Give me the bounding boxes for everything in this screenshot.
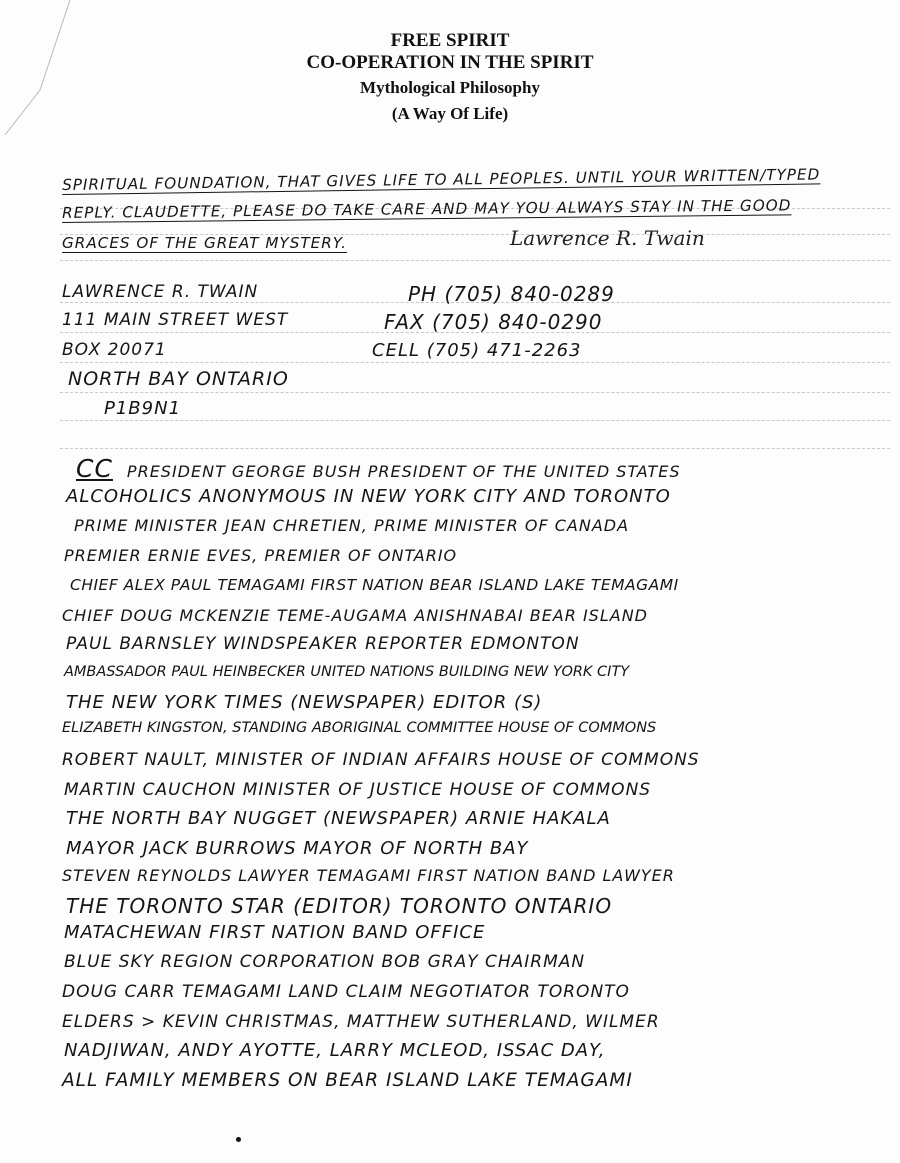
ruled-line — [60, 362, 890, 363]
cc-recipient: DOUG CARR TEMAGAMI LAND CLAIM NEGOTIATOR TORONTO — [62, 982, 630, 1002]
ruled-line — [60, 420, 890, 421]
ruled-line — [60, 392, 890, 393]
cc-recipient: THE TORONTO STAR (EDITOR) TORONTO ONTARIO — [66, 894, 613, 918]
cc-recipient: THE NEW YORK TIMES (NEWSPAPER) EDITOR (S) — [66, 692, 543, 713]
contact-postal: P1B9N1 — [104, 398, 182, 419]
contact-name: LAWRENCE R. TWAIN — [62, 282, 259, 302]
cc-recipient: PREMIER ERNIE EVES, PREMIER OF ONTARIO — [64, 546, 458, 565]
header-philosophy: Mythological Philosophy — [360, 78, 540, 97]
cc-recipient: AMBASSADOR PAUL HEINBECKER UNITED NATIONS BUILDING NEW YORK CITY — [64, 664, 630, 680]
cc-recipient: ELIZABETH KINGSTON, STANDING ABORIGINAL COMMITTEE HOUSE OF COMMONS — [62, 720, 657, 736]
cc-recipient: PRIME MINISTER JEAN CHRETIEN, PRIME MINISTER OF CANADA — [74, 516, 630, 535]
cc-recipient: ROBERT NAULT, MINISTER OF INDIAN AFFAIRS HOUSE OF COMMONS — [62, 750, 700, 770]
contact-cell: CELL (705) 471-2263 — [372, 340, 582, 361]
cc-recipient: NADJIWAN, ANDY AYOTTE, LARRY MCLEOD, ISSAC DAY, — [64, 1040, 606, 1061]
header-subtitle: CO-OPERATION IN THE SPIRIT — [306, 52, 594, 73]
cc-recipient: ALCOHOLICS ANONYMOUS IN NEW YORK CITY AND TORONTO — [66, 486, 671, 507]
cc-recipient: ALL FAMILY MEMBERS ON BEAR ISLAND LAKE TEMAGAMI — [62, 1070, 633, 1091]
cc-recipient: CHIEF ALEX PAUL TEMAGAMI FIRST NATION BEAR ISLAND LAKE TEMAGAMI — [70, 576, 679, 594]
closing-line-2: REPLY. CLAUDETTE, PLEASE DO TAKE CARE AND MAY YOU ALWAYS STAY IN THE GOOD — [62, 196, 792, 222]
cc-recipient: CHIEF DOUG MCKENZIE TEME-AUGAMA ANISHNABAI BEAR ISLAND — [62, 606, 648, 625]
cc-recipient: MAYOR JACK BURROWS MAYOR OF NORTH BAY — [66, 838, 529, 859]
contact-phone: PH (705) 840-0289 — [408, 282, 615, 306]
cc-recipient: BLUE SKY REGION CORPORATION BOB GRAY CHAIRMAN — [64, 952, 586, 972]
closing-line-3: GRACES OF THE GREAT MYSTERY. — [62, 234, 347, 252]
ruled-line — [60, 448, 890, 449]
contact-fax: FAX (705) 840-0290 — [384, 310, 603, 334]
cc-recipient: MATACHEWAN FIRST NATION BAND OFFICE — [64, 922, 486, 943]
cc-recipient: STEVEN REYNOLDS LAWYER TEMAGAMI FIRST NATION BAND LAWYER — [62, 866, 675, 885]
cc-recipient-text: PRESIDENT GEORGE BUSH PRESIDENT OF THE UNITED STATES — [126, 462, 681, 481]
signature: Lawrence R. Twain — [510, 226, 705, 250]
cc-label: CC — [76, 454, 113, 483]
header-tagline: (A Way Of Life) — [391, 104, 509, 123]
closing-line-1: SPIRITUAL FOUNDATION, THAT GIVES LIFE TO ALL PEOPLES. UNTIL YOUR WRITTEN/TYPED — [62, 165, 821, 194]
cc-recipient: PAUL BARNSLEY WINDSPEAKER REPORTER EDMONTON — [66, 634, 580, 654]
header-title: FREE SPIRIT — [390, 30, 510, 51]
contact-street: 111 MAIN STREET WEST — [62, 310, 289, 330]
cc-recipient: THE NORTH BAY NUGGET (NEWSPAPER) ARNIE HAKALA — [66, 808, 611, 829]
cc-recipient: MARTIN CAUCHON MINISTER OF JUSTICE HOUSE OF COMMONS — [64, 780, 652, 800]
ruled-line — [60, 260, 890, 261]
cc-recipient — [76, 454, 681, 483]
cc-recipient: ELDERS > KEVIN CHRISTMAS, MATTHEW SUTHERLAND, WILMER — [62, 1012, 660, 1032]
contact-city: NORTH BAY ONTARIO — [68, 368, 289, 390]
contact-box: BOX 20071 — [62, 340, 167, 360]
stray-ink-dot — [236, 1137, 241, 1142]
